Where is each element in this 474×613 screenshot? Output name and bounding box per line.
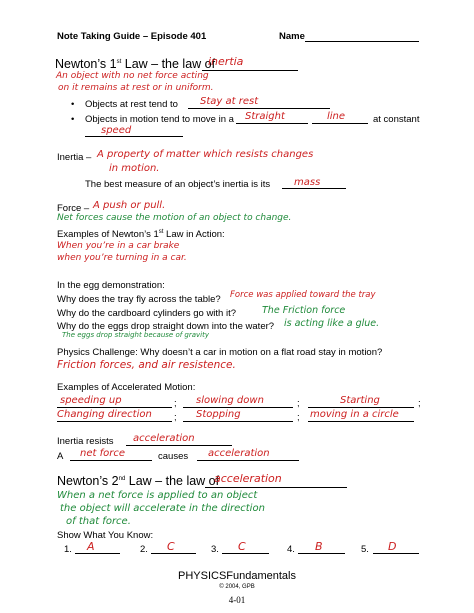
inertia-label: Inertia – [57, 152, 92, 163]
2nd-law-def-1: When a net force is applied to an object [57, 490, 258, 501]
blank-line [308, 407, 414, 408]
question-number: 4. [287, 544, 295, 555]
bullet-icon: • [71, 114, 75, 125]
quiz-answer: C [238, 540, 246, 553]
answer-blank[interactable] [373, 553, 419, 554]
causes-text: causes [158, 451, 189, 462]
newton-2nd-heading: Newton’s 2nd Law – the law of [57, 474, 220, 488]
measure-text: The best measure of an object’s inertia is its [85, 179, 271, 190]
blank-line [57, 421, 172, 422]
physics-challenge: Physics Challenge: Why doesn’t a car in motion on a flat road stay in motion? [57, 347, 383, 358]
answer-blank[interactable] [75, 553, 120, 554]
egg-question-1: Why does the tray fly across the table? [57, 294, 221, 305]
answer-line: line [327, 111, 346, 122]
answer-acceleration: acceleration [133, 433, 195, 444]
bullet-motion-tail: at constant [373, 114, 420, 125]
answer-inertia: inertia [208, 55, 244, 68]
quiz-answer: D [388, 540, 397, 553]
name-label: Name [279, 31, 305, 42]
blank-line [183, 421, 293, 422]
separator: ; [174, 398, 177, 409]
blank-line [308, 421, 414, 422]
accelerated-title: Examples of Accelerated Motion: [57, 382, 196, 393]
2nd-law-def-3: of that force. [66, 516, 131, 527]
quiz-answer: C [167, 540, 175, 553]
egg-answer-3b: The eggs drop straight because of gravity [62, 331, 209, 339]
examples-heading: Examples of Newton’s 1st Law in Action: [57, 229, 225, 241]
separator: ; [297, 412, 300, 423]
bullet-icon: • [71, 99, 75, 110]
answer-blank[interactable] [298, 553, 345, 554]
separator: ; [174, 412, 177, 423]
accel-example: Changing direction [57, 409, 152, 420]
answer-blank[interactable] [151, 553, 196, 554]
answer-speed: speed [101, 125, 132, 136]
separator: ; [418, 398, 421, 409]
example-hw-1: When you’re in a car brake [57, 241, 180, 251]
answer-2nd-law: acceleration [214, 472, 282, 485]
blank-line [85, 136, 183, 137]
egg-question-3: Why do the eggs drop straight down into the water? [57, 321, 275, 332]
accel-example: speeding up [60, 395, 122, 406]
show-what-you-know: Show What You Know: [57, 530, 154, 541]
blank-line [236, 123, 308, 124]
egg-question-2: Why do the cardboard cylinders go with it? [57, 308, 237, 319]
answer-straight: Straight [245, 111, 285, 122]
example-hw-2: when you’re turning in a car. [57, 253, 187, 263]
bullet-motion-text: Objects in motion tend to move in a [85, 114, 234, 125]
blank-line [205, 487, 347, 488]
inertia-def-2: in motion. [109, 163, 160, 174]
egg-demo-title: In the egg demonstration: [57, 280, 165, 291]
accel-example: Starting [340, 395, 380, 406]
blank-line [183, 407, 293, 408]
egg-answer-2: The Friction force [262, 305, 346, 316]
blank-line [312, 123, 368, 124]
a-text: A [57, 451, 64, 462]
egg-answer-3: is acting like a glue. [284, 318, 380, 329]
quiz-answer: A [87, 540, 95, 553]
answer-mass: mass [294, 177, 321, 188]
answer-blank[interactable] [222, 553, 269, 554]
handwritten-def-1: An object with no net force acting [56, 71, 209, 81]
force-def-1: A push or pull. [93, 200, 166, 211]
footer-copyright: © 2004, GPB [219, 584, 255, 590]
blank-line [202, 70, 298, 71]
page-number: 4-01 [228, 595, 246, 605]
inertia-def-1: A property of matter which resists changes [97, 149, 314, 160]
inertia-resists-text: Inertia resists [57, 436, 114, 447]
accel-example: Stopping [196, 409, 241, 420]
blank-line [197, 460, 299, 461]
answer-acceleration-2: acceleration [208, 448, 270, 459]
question-number: 3. [211, 544, 219, 555]
handwritten-def-2: on it remains at rest or in uniform. [58, 83, 214, 93]
blank-line [126, 445, 232, 446]
accel-example: slowing down [196, 395, 264, 406]
separator: ; [297, 398, 300, 409]
answer-net-force: net force [80, 448, 125, 459]
blank-line [188, 108, 330, 109]
bullet-rest-text: Objects at rest tend to [85, 99, 178, 110]
answer-stay-at-rest: Stay at rest [200, 96, 259, 107]
egg-answer-1: Force was applied toward the tray [230, 290, 376, 300]
blank-line [70, 460, 152, 461]
force-label: Force – [57, 203, 90, 214]
question-number: 2. [140, 544, 148, 555]
newton-1st-heading: Newton’s 1st Law – the law of [55, 57, 216, 71]
question-number: 1. [64, 544, 72, 555]
challenge-answer: Friction forces, and air resistence. [57, 359, 236, 371]
name-field[interactable] [305, 41, 419, 42]
document-title: Note Taking Guide – Episode 401 [57, 31, 207, 42]
force-def-2: Net forces cause the motion of an object to change. [57, 213, 292, 223]
blank-line [282, 188, 346, 189]
footer-brand: PHYSICSFundamentals [178, 570, 296, 582]
quiz-answer: B [315, 540, 323, 553]
blank-line [57, 407, 172, 408]
question-number: 5. [361, 544, 369, 555]
2nd-law-def-2: the object will accelerate in the direction [60, 503, 265, 514]
accel-example: moving in a circle [310, 409, 399, 420]
